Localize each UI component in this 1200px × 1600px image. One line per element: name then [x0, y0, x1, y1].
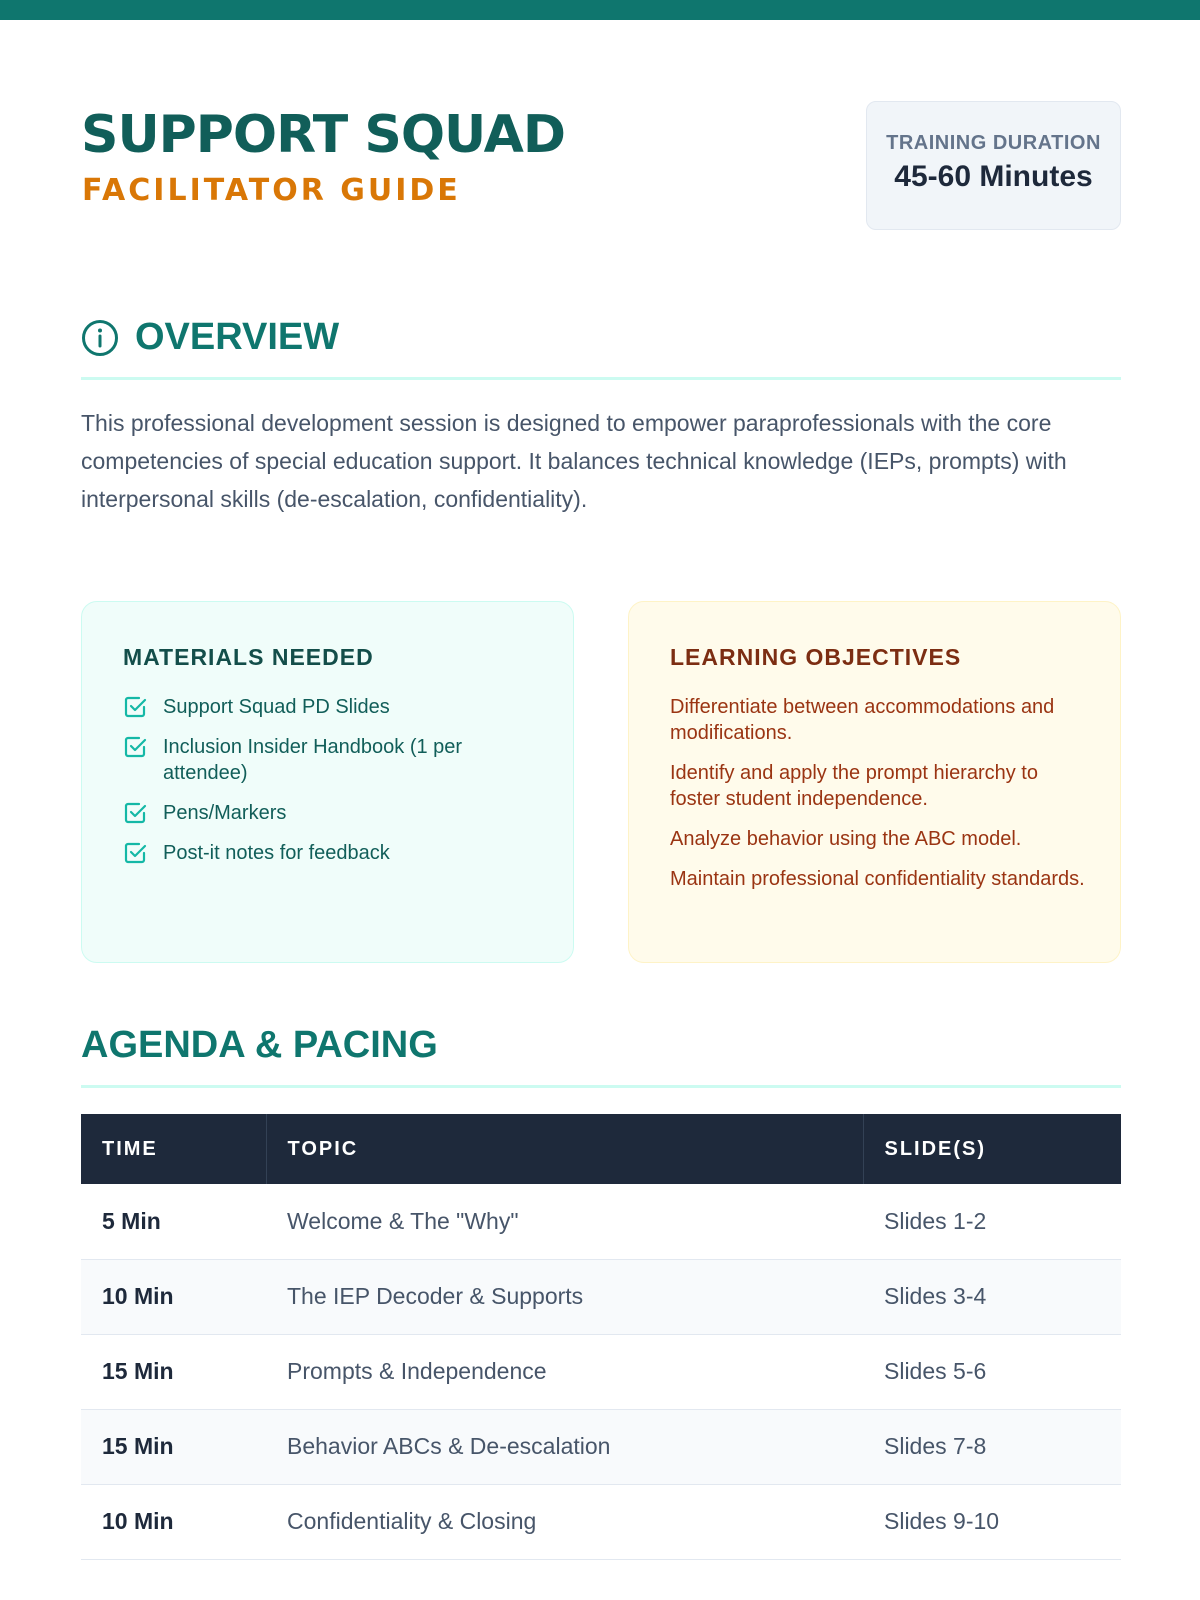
agenda-slides: Slides 5-6 [863, 1334, 1121, 1409]
list-item: Identify and apply the prompt hierarchy to foster student independence. [670, 762, 1038, 810]
page-subtitle: FACILITATOR GUIDE [82, 173, 461, 208]
list-item [123, 840, 543, 866]
agenda-topic: Prompts & Independence [266, 1334, 863, 1409]
list-item [123, 734, 543, 786]
agenda-table [81, 1114, 1121, 1560]
agenda-topic: Welcome & The "Why" [266, 1184, 863, 1259]
column-header-time: TIME [81, 1114, 266, 1184]
list-item [123, 800, 543, 826]
top-accent-bar [0, 0, 1200, 20]
checkbox-icon [123, 735, 148, 760]
overview-heading: OVERVIEW [135, 316, 340, 358]
duration-value: 45-60 Minutes [894, 160, 1093, 193]
objectives-card [628, 601, 1121, 963]
checkbox-icon [123, 841, 148, 866]
table-row [81, 1484, 1121, 1559]
info-icon [81, 319, 119, 357]
table-header-row [81, 1114, 1121, 1184]
training-duration-box [866, 101, 1121, 230]
material-label: Post-it notes for feedback [163, 842, 390, 864]
overview-section-header [81, 312, 1121, 380]
agenda-time: 15 Min [81, 1334, 266, 1409]
agenda-slides: Slides 1-2 [863, 1184, 1121, 1259]
table-row [81, 1334, 1121, 1409]
objectives-list [670, 694, 1090, 906]
column-header-slides: SLIDE(S) [863, 1114, 1121, 1184]
agenda-topic: The IEP Decoder & Supports [266, 1259, 863, 1334]
duration-label: TRAINING DURATION [886, 132, 1101, 154]
agenda-time: 15 Min [81, 1409, 266, 1484]
checkbox-icon [123, 801, 148, 826]
agenda-slides: Slides 9-10 [863, 1484, 1121, 1559]
material-label: Inclusion Insider Handbook (1 per attendee) [163, 736, 463, 784]
agenda-time: 10 Min [81, 1484, 266, 1559]
agenda-time: 10 Min [81, 1259, 266, 1334]
checkbox-icon [123, 695, 148, 720]
overview-text: This professional development session is designed to empower paraprofessionals with the core competencies of special education support. It balances technical knowledge (IEPs, prompts) with interpersonal skills (de-escalation, confidentiality). [81, 410, 1067, 512]
column-header-topic: TOPIC [266, 1114, 863, 1184]
materials-list [123, 694, 543, 880]
agenda-section-header [81, 1020, 1121, 1088]
material-label: Support Squad PD Slides [163, 696, 390, 718]
list-item: Analyze behavior using the ABC model. [670, 828, 1022, 850]
agenda-heading: AGENDA & PACING [81, 1024, 438, 1066]
list-item [123, 694, 543, 720]
list-item: Maintain professional confidentiality standards. [670, 868, 1085, 890]
table-row [81, 1259, 1121, 1334]
page-title: SUPPORT SQUAD [81, 105, 566, 165]
objectives-heading: LEARNING OBJECTIVES [670, 644, 962, 670]
agenda-slides: Slides 3-4 [863, 1259, 1121, 1334]
agenda-topic: Behavior ABCs & De-escalation [266, 1409, 863, 1484]
material-label: Pens/Markers [163, 802, 287, 824]
list-item: Differentiate between accommodations and modifications. [670, 696, 1055, 744]
table-row [81, 1409, 1121, 1484]
agenda-topic: Confidentiality & Closing [266, 1484, 863, 1559]
document-header [81, 100, 1121, 232]
table-row [81, 1184, 1121, 1259]
materials-card [81, 601, 574, 963]
agenda-time: 5 Min [81, 1184, 266, 1259]
agenda-slides: Slides 7-8 [863, 1409, 1121, 1484]
materials-heading: MATERIALS NEEDED [123, 644, 374, 670]
